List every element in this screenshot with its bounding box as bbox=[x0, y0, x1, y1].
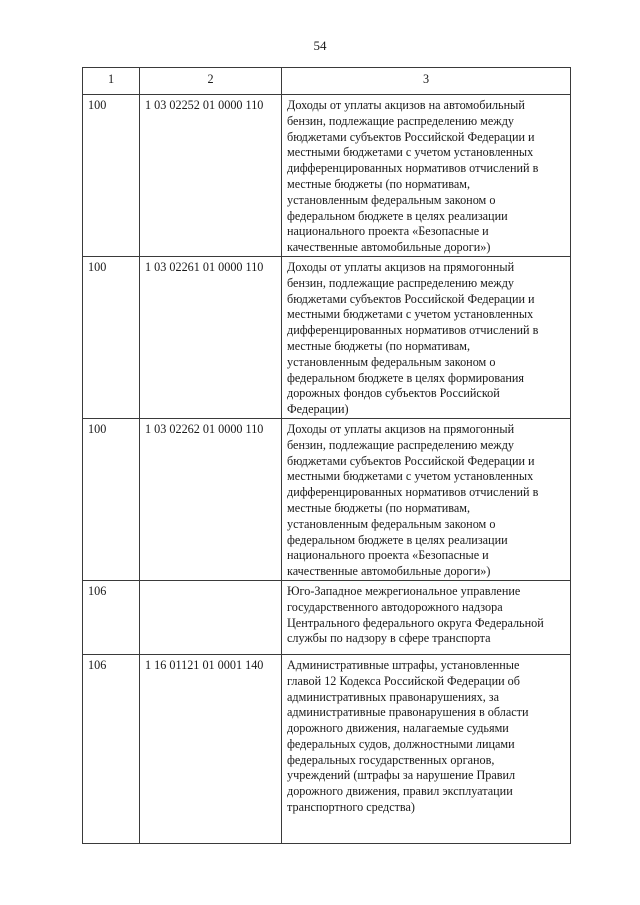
description-cell: Доходы от уплаты акцизов на прямогонный бензин, подлежащие распределению между бюджетами субъектов Российской Федерации и местными бюджетами с учетом установленных дифференцированных нормативов отчислений в местные бюджеты (по нормативам, установленным федеральным законом о федеральном бюджете в целях реализации национального проекта «Безопасные и качественные автомобильные дороги») bbox=[282, 418, 571, 580]
table-row bbox=[83, 418, 571, 580]
table-row bbox=[83, 654, 571, 843]
kbk-code-cell: 1 03 02262 01 0000 110 bbox=[140, 418, 282, 580]
description-cell: Доходы от уплаты акцизов на автомобильный бензин, подлежащие распределению между бюджетами субъектов Российской Федерации и местными бюджетами с учетом установленных дифференцированных нормативов отчислений в местные бюджеты (по нормативам, установленным федеральным законом о федеральном бюджете в целях реализации национального проекта «Безопасные и качественные автомобильные дороги») bbox=[282, 95, 571, 257]
table-header-row bbox=[83, 68, 571, 95]
kbk-code-cell bbox=[140, 580, 282, 654]
page-number: 54 bbox=[313, 38, 327, 53]
admin-code-cell: 100 bbox=[83, 418, 140, 580]
column-header-3: 3 bbox=[282, 68, 571, 95]
kbk-code-cell: 1 16 01121 01 0001 140 bbox=[140, 654, 282, 843]
admin-code-cell: 106 bbox=[83, 654, 140, 843]
column-header-2: 2 bbox=[140, 68, 282, 95]
kbk-code-cell: 1 03 02261 01 0000 110 bbox=[140, 256, 282, 418]
revenue-codes-table bbox=[82, 67, 571, 844]
kbk-code-cell: 1 03 02252 01 0000 110 bbox=[140, 95, 282, 257]
admin-code-cell: 106 bbox=[83, 580, 140, 654]
description-cell: Доходы от уплаты акцизов на прямогонный бензин, подлежащие распределению между бюджетами субъектов Российской Федерации и местными бюджетами с учетом установленных дифференцированных нормативов отчислений в местные бюджеты (по нормативам, установленным федеральным законом о федеральном бюджете в целях формирования дорожных фондов субъектов Российской Федерации) bbox=[282, 256, 571, 418]
column-header-1: 1 bbox=[83, 68, 140, 95]
table-row bbox=[83, 580, 571, 654]
description-cell: Административные штрафы, установленные главой 12 Кодекса Российской Федерации об административных правонарушениях, за административные правонарушения в области дорожного движения, налагаемые судьями федеральных судов, должностными лицами федеральных государственных органов, учреждений (штрафы за нарушение Правил дорожного движения, правил эксплуатации транспортного средства) bbox=[282, 654, 571, 843]
description-cell: Юго-Западное межрегиональное управление государственного автодорожного надзора Центрального федерального округа Федеральной службы по надзору в сфере транспорта bbox=[282, 580, 571, 654]
admin-code-cell: 100 bbox=[83, 95, 140, 257]
table-row bbox=[83, 95, 571, 257]
table-row bbox=[83, 256, 571, 418]
admin-code-cell: 100 bbox=[83, 256, 140, 418]
